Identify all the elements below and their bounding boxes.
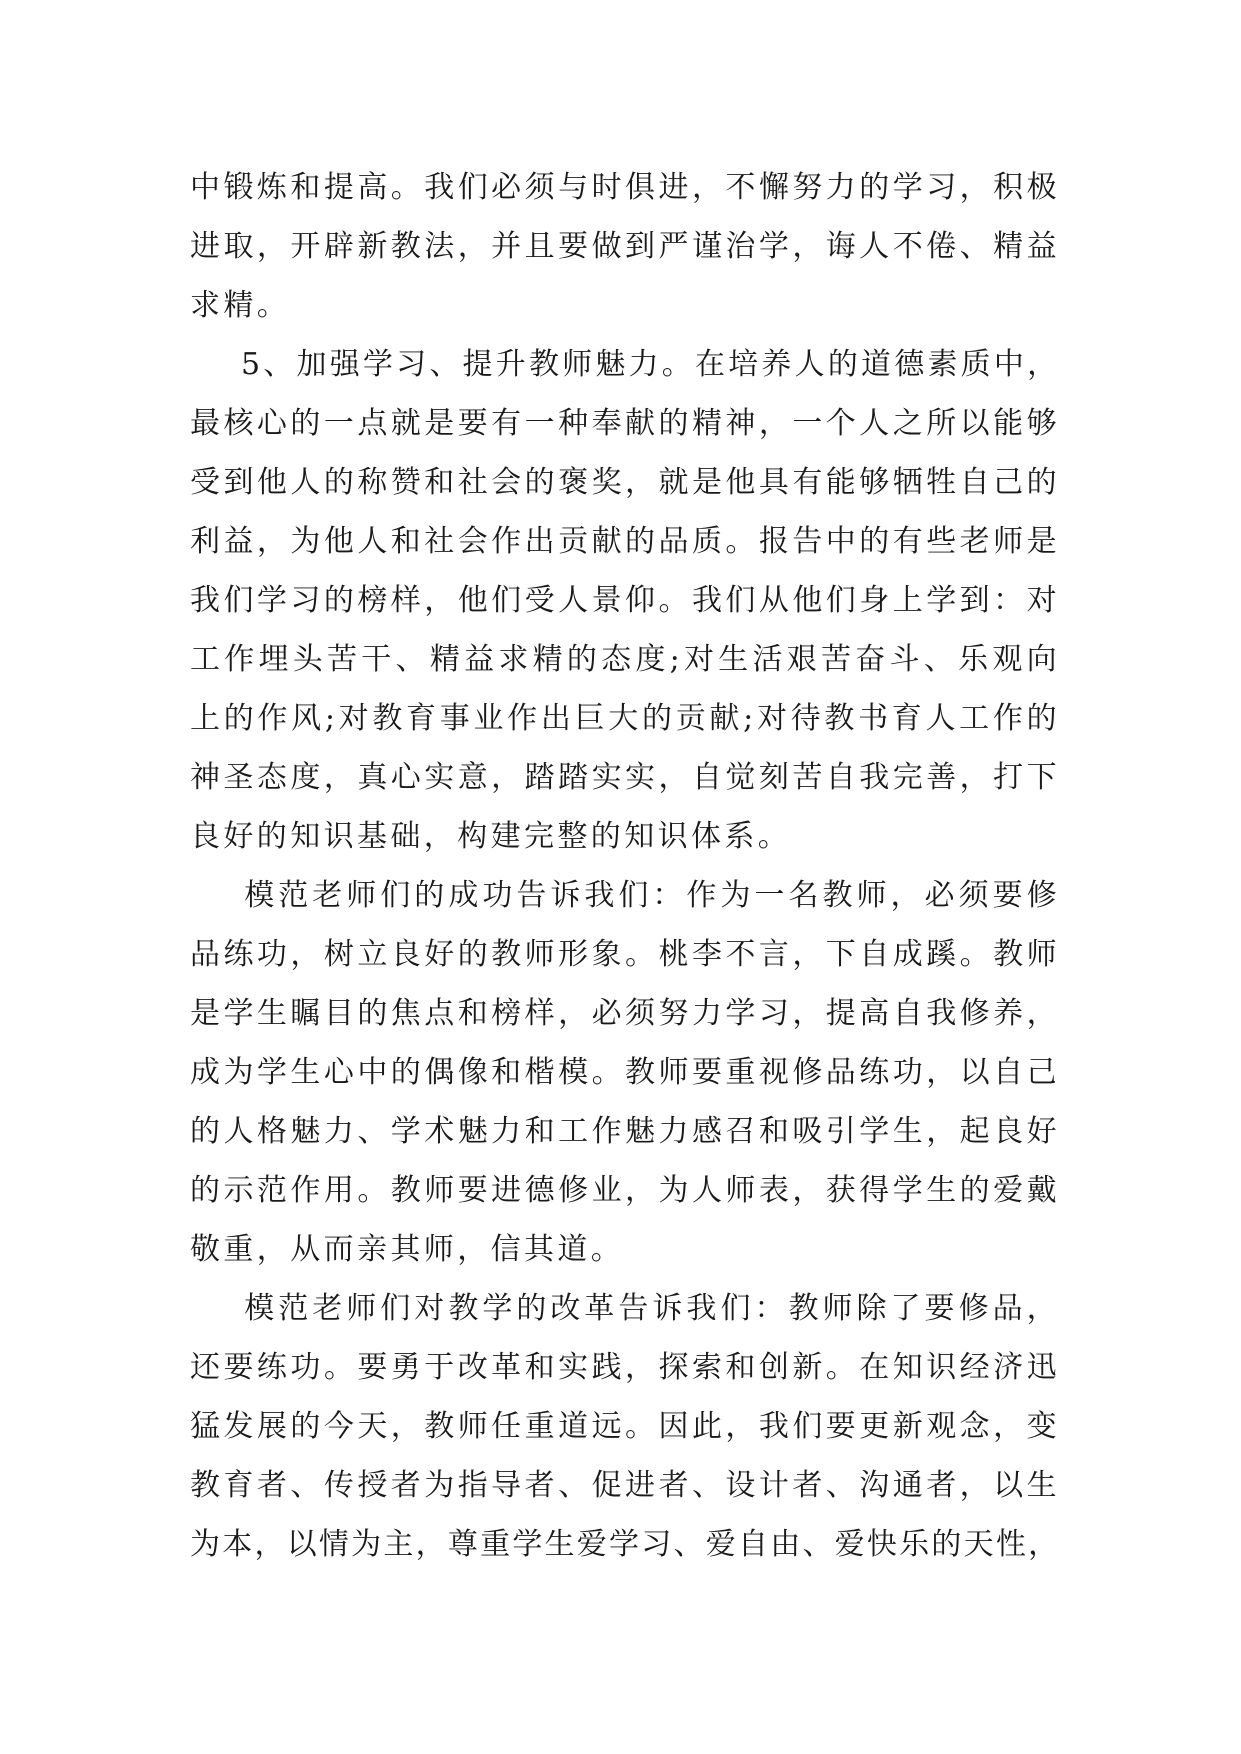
text-line: 良好的知识基础，构建完整的知识体系。 xyxy=(190,819,792,854)
paragraph-2 xyxy=(190,335,1060,866)
paragraph-4 xyxy=(190,1279,1060,1574)
body-text xyxy=(190,158,1060,1574)
text-line: 最核心的一点就是要有一种奉献的精神，一个人之所以能够 xyxy=(190,406,1060,441)
text-line: 教育者、传授者为指导者、促进者、设计者、沟通者，以生 xyxy=(190,1468,1060,1503)
text-line: 求精。 xyxy=(190,288,291,323)
text-line: 成为学生心中的偶像和楷模。教师要重视修品练功，以自己 xyxy=(190,1055,1060,1090)
text-line: 中锻炼和提高。我们必须与时俱进，不懈努力的学习，积极 xyxy=(190,170,1060,205)
text-line: 品练功，树立良好的教师形象。桃李不言，下自成蹊。教师 xyxy=(190,937,1060,972)
text-line: 利益，为他人和社会作出贡献的品质。报告中的有些老师是 xyxy=(190,524,1060,559)
text-line: 工作埋头苦干、精益求精的态度;对生活艰苦奋斗、乐观向 xyxy=(190,642,1060,677)
text-line: 模范老师们对教学的改革告诉我们：教师除了要修品， xyxy=(190,1291,1060,1326)
paragraph-3 xyxy=(190,866,1060,1279)
text-line: 5、加强学习、提升教师魅力。在培养人的道德素质中， xyxy=(190,347,1060,382)
text-line: 我们学习的榜样，他们受人景仰。我们从他们身上学到：对 xyxy=(190,583,1060,618)
text-line: 上的作风;对教育事业作出巨大的贡献;对待教书育人工作的 xyxy=(190,701,1060,736)
text-line: 还要练功。要勇于改革和实践，探索和创新。在知识经济迅 xyxy=(190,1350,1060,1385)
text-line: 模范老师们的成功告诉我们：作为一名教师，必须要修 xyxy=(190,878,1060,913)
text-line: 的示范作用。教师要进德修业，为人师表，获得学生的爱戴 xyxy=(190,1173,1060,1208)
paragraph-1 xyxy=(190,158,1060,335)
text-line: 的人格魅力、学术魅力和工作魅力感召和吸引学生，起良好 xyxy=(190,1114,1060,1149)
text-line: 敬重，从而亲其师，信其道。 xyxy=(190,1232,625,1267)
text-line: 猛发展的今天，教师任重道远。因此，我们要更新观念，变 xyxy=(190,1409,1060,1444)
text-line: 是学生瞩目的焦点和榜样，必须努力学习，提高自我修养， xyxy=(190,996,1060,1031)
text-line: 为本，以情为主，尊重学生爱学习、爱自由、爱快乐的天性， xyxy=(190,1527,1060,1562)
text-line: 进取，开辟新教法，并且要做到严谨治学，诲人不倦、精益 xyxy=(190,229,1060,264)
text-line: 神圣态度，真心实意，踏踏实实，自觉刻苦自我完善，打下 xyxy=(190,760,1060,795)
text-line: 受到他人的称赞和社会的褒奖，就是他具有能够牺牲自己的 xyxy=(190,465,1060,500)
